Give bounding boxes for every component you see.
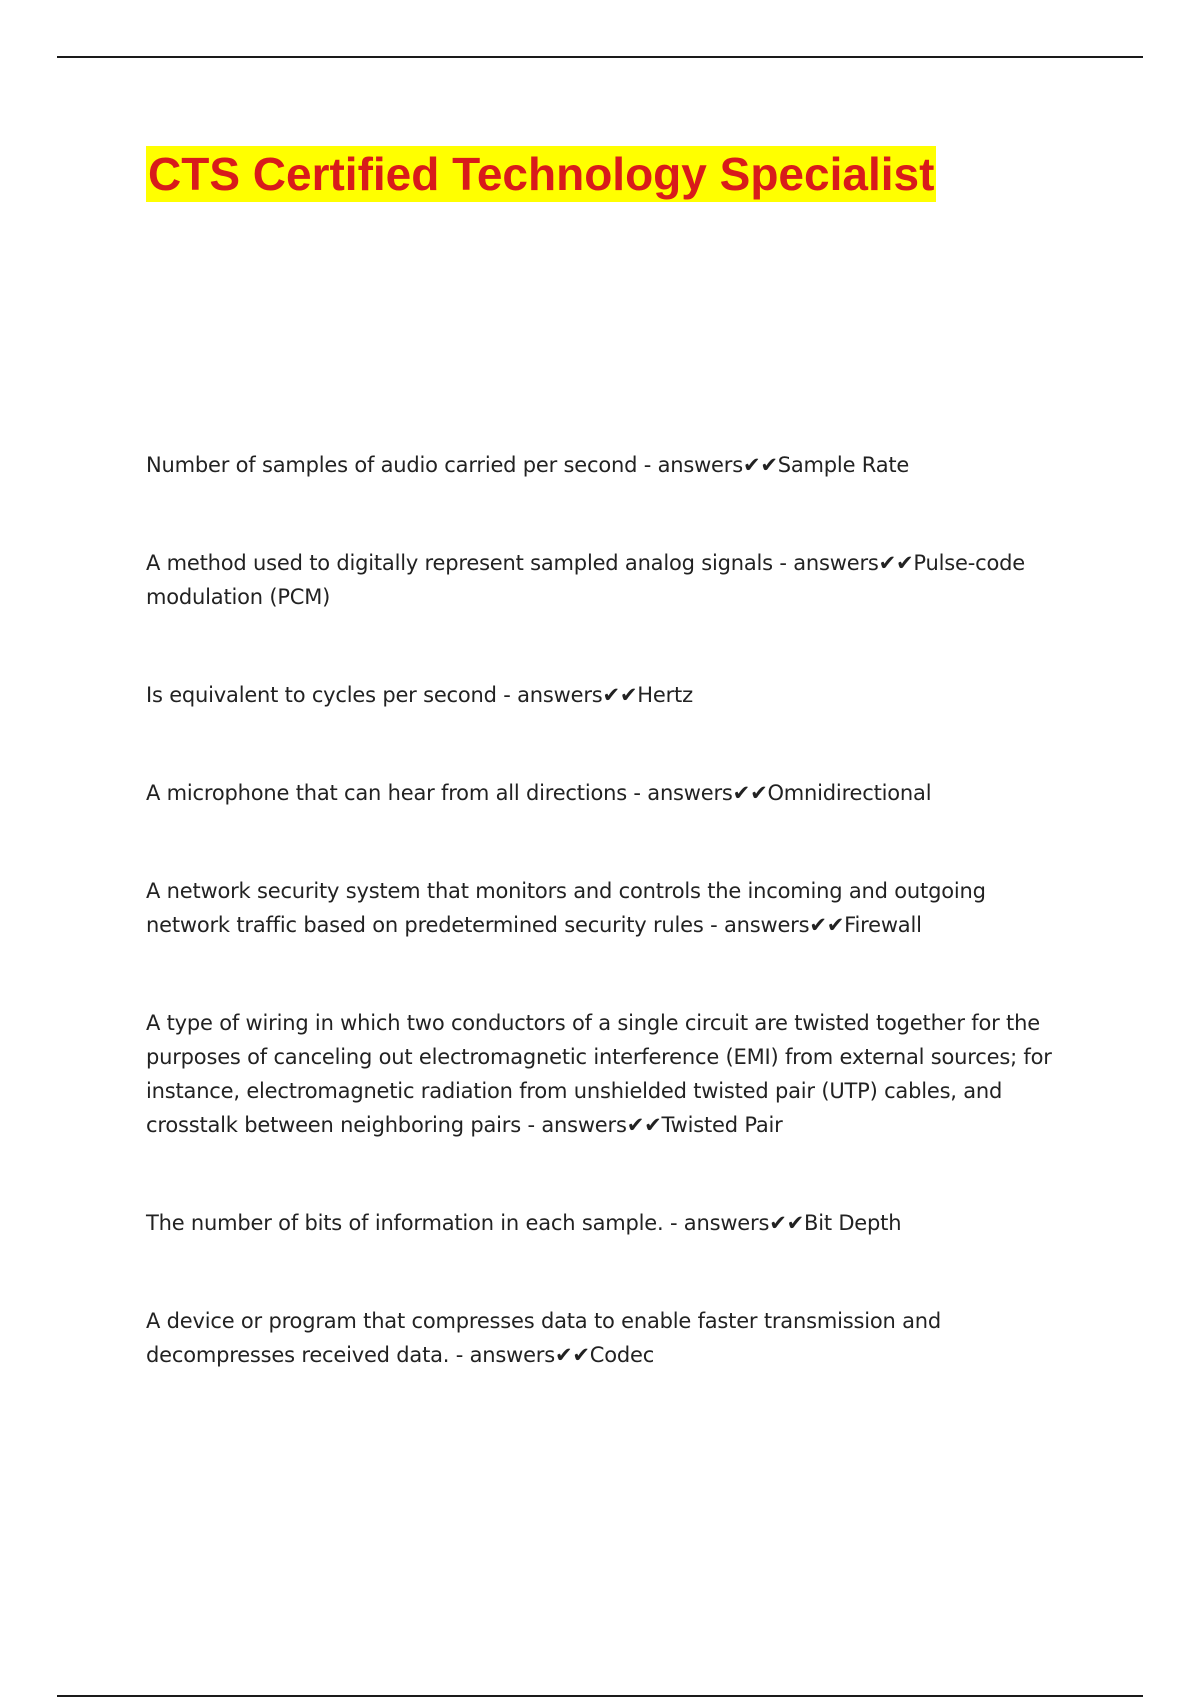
qa-item: [146, 776, 1066, 810]
footer-rule: [57, 1695, 1143, 1697]
double-check-icon: ✔✔: [809, 913, 845, 937]
double-check-icon: ✔✔: [878, 551, 914, 575]
qa-item: [146, 1304, 1066, 1372]
question-text: Is equivalent to cycles per second: [146, 683, 497, 707]
double-check-icon: ✔✔: [742, 453, 778, 477]
answer-text: Twisted Pair: [661, 1113, 783, 1137]
title-block: [146, 146, 936, 202]
question-text: Number of samples of audio carried per second: [146, 453, 638, 477]
answer-text: Sample Rate: [777, 453, 910, 477]
qa-item: [146, 678, 1066, 712]
qa-item: [146, 874, 1066, 942]
question-text: A method used to digitally represent sampled analog signals: [146, 551, 773, 575]
header-rule: [57, 56, 1143, 58]
question-text: A microphone that can hear from all directions: [146, 781, 627, 805]
answer-separator: - answers: [520, 1113, 627, 1137]
answer-separator: - answers: [703, 913, 810, 937]
answer-text: Firewall: [844, 913, 922, 937]
question-text: The number of bits of information in each sample.: [146, 1211, 664, 1235]
qa-item: [146, 448, 1066, 482]
double-check-icon: ✔✔: [602, 683, 638, 707]
double-check-icon: ✔✔: [626, 1113, 662, 1137]
answer-separator: - answers: [663, 1211, 770, 1235]
qa-list: [146, 448, 1066, 1436]
question-text: A network security system that monitors and controls the incoming and outgoing network traffic based on predetermined security rules: [146, 879, 986, 937]
double-check-icon: ✔✔: [554, 1343, 590, 1367]
qa-item: [146, 1006, 1066, 1142]
qa-item: [146, 1206, 1066, 1240]
double-check-icon: ✔✔: [769, 1211, 804, 1235]
answer-text: Omnidirectional: [767, 781, 932, 805]
double-check-icon: ✔✔: [732, 781, 768, 805]
answer-text: Pulse-code modulation (PCM): [146, 551, 1025, 609]
answer-separator: - answers: [626, 781, 733, 805]
document-title: CTS Certified Technology Specialist: [148, 148, 935, 200]
answer-text: Bit Depth: [803, 1211, 902, 1235]
answer-text: Hertz: [637, 683, 693, 707]
question-text: A type of wiring in which two conductors of a single circuit are twisted together for the purposes of canceling out electromagnetic interference (EMI) from external sources; for instance, electromagnetic radiation from unshielded twisted pair (UTP) cables, and crosstalk between neighboring pairs: [146, 1011, 1052, 1137]
answer-separator: - answers: [772, 551, 879, 575]
answer-separator: - answers: [496, 683, 603, 707]
answer-text: Codec: [589, 1343, 655, 1367]
answer-separator: - answers: [449, 1343, 555, 1367]
answer-separator: - answers: [637, 453, 743, 477]
qa-item: [146, 546, 1066, 614]
question-text: A device or program that compresses data to enable faster transmission and decompresses received data.: [146, 1309, 941, 1367]
